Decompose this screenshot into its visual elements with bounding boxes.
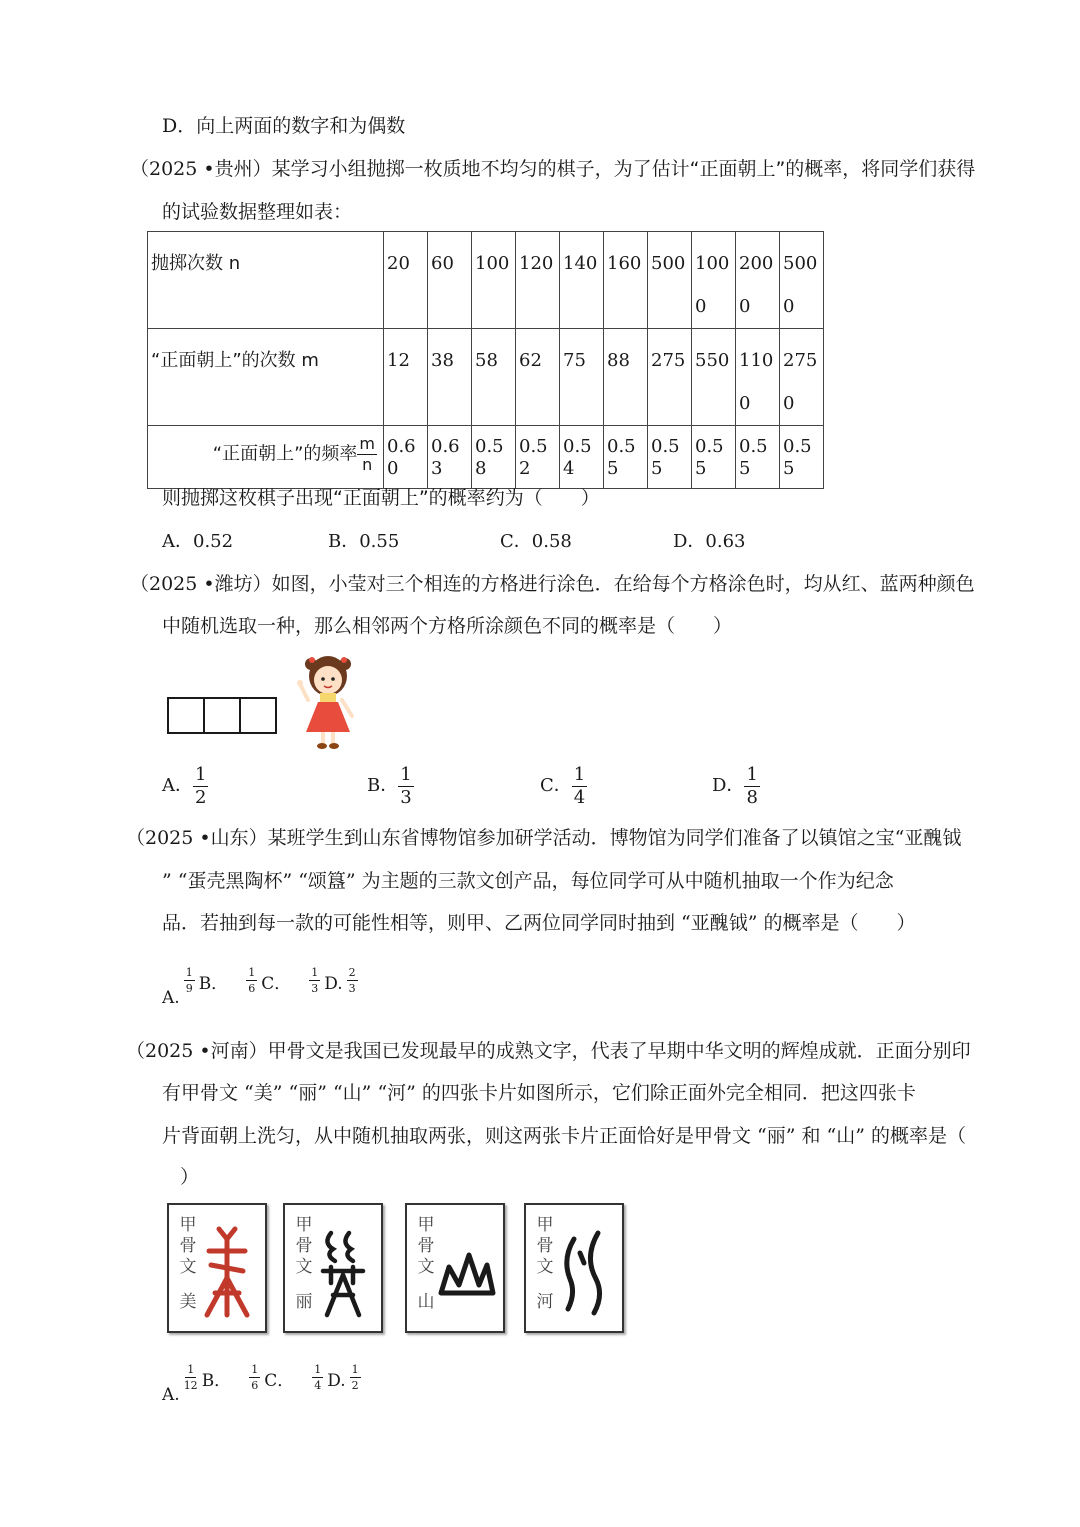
option-letter: C． bbox=[540, 775, 572, 796]
q3-options bbox=[162, 966, 358, 1008]
q4-option-a-letter: A. bbox=[162, 1385, 180, 1405]
q2-option-a bbox=[162, 766, 208, 807]
fraction-denominator: 3 bbox=[400, 787, 412, 808]
option-letter: D． bbox=[712, 775, 745, 796]
table-cell: 2750 bbox=[780, 329, 824, 426]
fraction-numerator: 2 bbox=[348, 966, 356, 979]
table-cell: 0.54 bbox=[560, 426, 604, 489]
fraction-denominator: 2 bbox=[351, 1379, 359, 1392]
card-label bbox=[416, 1215, 436, 1313]
table-cell: 140 bbox=[560, 232, 604, 329]
oracle-card-shan bbox=[405, 1203, 505, 1333]
table-cell: 275 bbox=[648, 329, 692, 426]
q2-stem-text1: 如图，小莹对三个相连的方格进行涂色．在给每个方格涂色时，均从红、蓝两种颜色 bbox=[271, 573, 975, 595]
q2-option-d bbox=[712, 766, 760, 807]
q4-option-b-letter: B． bbox=[201, 1371, 232, 1391]
table-cell: 38 bbox=[428, 329, 472, 426]
table-cell: 20 bbox=[384, 232, 428, 329]
q1-stem-line1 bbox=[130, 157, 975, 181]
square-box bbox=[167, 697, 205, 734]
card-name: 丽 bbox=[295, 1292, 313, 1312]
fraction-numerator: 1 bbox=[185, 966, 193, 979]
q1-option-c: C．0.58 bbox=[500, 531, 572, 552]
table-cell: 0.60 bbox=[384, 426, 428, 489]
q4-stem-line2: 有甲骨文 “美” “丽” “山” “河” 的四张卡片如图所示，它们除正面外完全相同．把这四张卡 bbox=[162, 1082, 916, 1104]
table-cell: 2000 bbox=[736, 232, 780, 329]
option-fraction bbox=[193, 766, 208, 807]
q2-stem-line2: 中随机选取一种，那么相邻两个方格所涂颜色不同的概率是（ ） bbox=[162, 615, 733, 637]
q3-source: （2025 •山东） bbox=[126, 827, 268, 849]
table-cell: 0.55 bbox=[648, 426, 692, 489]
table-cell: 1100 bbox=[736, 329, 780, 426]
q4-option-a-fraction bbox=[184, 1364, 198, 1391]
fraction-numerator: 1 bbox=[248, 966, 256, 979]
card-name: 山 bbox=[417, 1292, 435, 1312]
oracle-li-glyph bbox=[313, 1223, 373, 1319]
fraction-denominator: 3 bbox=[348, 982, 356, 995]
q4-stem-line3: 片背面朝上洗匀，从中随机抽取两张，则这两张卡片正面恰好是甲骨文 “丽” 和 “山” 的概率是（ bbox=[162, 1125, 967, 1147]
fraction-numerator: 1 bbox=[351, 1363, 359, 1376]
table-row-frequency bbox=[148, 426, 824, 489]
q1-stem-text1: 某学习小组抛掷一枚质地不均匀的棋子，为了估计“正面朝上”的概率，将同学们获得 bbox=[271, 158, 976, 180]
card-label-text: 甲骨文 bbox=[295, 1215, 313, 1277]
table-cell: 120 bbox=[516, 232, 560, 329]
frequency-fraction bbox=[357, 436, 377, 473]
table-cell: 100 bbox=[472, 232, 516, 329]
three-squares-figure bbox=[167, 697, 277, 734]
fraction-numerator: 1 bbox=[746, 764, 758, 785]
q3-stem-line2: ” “蛋壳黑陶杯” “颂簋” 为主题的三款文创产品，每位同学可从中随机抽取一个作为纪念 bbox=[162, 870, 894, 892]
card-name: 河 bbox=[536, 1292, 554, 1312]
square-box bbox=[203, 697, 241, 734]
card-label-text: 甲骨文 bbox=[179, 1215, 197, 1277]
table-cell: 88 bbox=[604, 329, 648, 426]
card-label-text: 甲骨文 bbox=[536, 1215, 554, 1277]
fraction-denominator: 12 bbox=[183, 1379, 198, 1392]
card-label bbox=[294, 1215, 314, 1313]
fraction-numerator: 1 bbox=[187, 1363, 195, 1376]
table-cell: 60 bbox=[428, 232, 472, 329]
oracle-shan-glyph bbox=[435, 1223, 497, 1319]
table-cell: 1000 bbox=[692, 232, 736, 329]
table-header-heads: “正面朝上”的次数 m bbox=[148, 329, 384, 426]
fraction-denominator: n bbox=[362, 455, 373, 474]
fraction-numerator: 1 bbox=[195, 764, 207, 785]
table-row-throws bbox=[148, 232, 824, 329]
card-label-text: 甲骨文 bbox=[417, 1215, 435, 1277]
option-fraction bbox=[572, 766, 587, 807]
oracle-he-glyph bbox=[554, 1223, 614, 1319]
table-cell: 0.63 bbox=[428, 426, 472, 489]
q0-option-d: D．向上两面的数字和为偶数 bbox=[162, 115, 406, 137]
q3-option-a-fraction bbox=[184, 967, 195, 994]
option-fraction bbox=[744, 766, 759, 807]
fraction-numerator: 1 bbox=[251, 1363, 259, 1376]
fraction-denominator: 9 bbox=[185, 982, 193, 995]
q1-question: 则抛掷这枚棋子出现“正面朝上”的概率约为（ ） bbox=[162, 487, 600, 509]
q3-stem-line3: 品．若抽到每一款的可能性相等，则甲、乙两位同学同时抽到 “亚醜钺” 的概率是（ ） bbox=[162, 912, 916, 934]
q4-stem-line1 bbox=[126, 1039, 971, 1063]
fraction-numerator: 1 bbox=[400, 764, 412, 785]
fraction-denominator: 3 bbox=[311, 982, 319, 995]
q3-stem-line1 bbox=[126, 826, 961, 850]
table-cell: 12 bbox=[384, 329, 428, 426]
q4-option-d-letter: D. bbox=[327, 1371, 346, 1391]
q4-option-b-fraction bbox=[249, 1364, 260, 1391]
q1-option-d: D．0.63 bbox=[673, 531, 746, 552]
fraction-numerator: m bbox=[359, 434, 375, 453]
q4-stem-line4: ） bbox=[180, 1166, 200, 1188]
table-cell: 0.58 bbox=[472, 426, 516, 489]
oracle-card-he bbox=[524, 1203, 624, 1333]
fraction-denominator: 6 bbox=[248, 982, 256, 995]
q2-stem-line1 bbox=[130, 572, 975, 596]
fraction-denominator: 4 bbox=[314, 1379, 322, 1392]
girl-illustration bbox=[290, 648, 362, 753]
q2-source: （2025 •潍坊） bbox=[130, 573, 272, 595]
table-cell: 75 bbox=[560, 329, 604, 426]
q3-option-d-fraction bbox=[347, 967, 358, 994]
card-name: 美 bbox=[179, 1292, 197, 1312]
option-letter: B． bbox=[367, 775, 399, 796]
option-fraction bbox=[398, 766, 413, 807]
table-cell: 62 bbox=[516, 329, 560, 426]
fraction-numerator: 1 bbox=[573, 764, 586, 785]
q1-stem-line2: 的试验数据整理如表： bbox=[162, 201, 353, 223]
q4-source: （2025 •河南） bbox=[126, 1040, 268, 1062]
q3-option-c-letter: C． bbox=[261, 974, 292, 994]
fraction-denominator: 2 bbox=[195, 787, 207, 808]
q3-stem-text1: 某班学生到山东省博物馆参加研学活动．博物馆为同学们准备了以镇馆之宝“亚醜钺 bbox=[267, 827, 962, 849]
q4-option-c-fraction bbox=[312, 1364, 323, 1391]
q3-option-c-fraction bbox=[309, 967, 320, 994]
square-box bbox=[239, 697, 277, 734]
table-cell: 0.52 bbox=[516, 426, 560, 489]
q2-option-b bbox=[367, 766, 414, 807]
q4-option-c-letter: C． bbox=[264, 1371, 295, 1391]
q4-option-d-fraction bbox=[350, 1364, 361, 1391]
q3-option-b-letter: B． bbox=[198, 974, 229, 994]
oracle-card-li bbox=[283, 1203, 383, 1333]
fraction-denominator: 8 bbox=[746, 787, 758, 808]
table-cell: 0.55 bbox=[604, 426, 648, 489]
q3-option-b-fraction bbox=[246, 967, 257, 994]
table-header-frequency bbox=[148, 426, 384, 489]
q2-option-c bbox=[540, 766, 587, 807]
table-cell: 5000 bbox=[780, 232, 824, 329]
oracle-card-mei bbox=[167, 1203, 267, 1333]
table-cell: 0.55 bbox=[736, 426, 780, 489]
q1-source: （2025 •贵州） bbox=[130, 158, 272, 180]
q1-option-b: B．0.55 bbox=[328, 531, 400, 552]
oracle-mei-glyph bbox=[197, 1223, 257, 1319]
fraction-denominator: 4 bbox=[573, 787, 586, 808]
table-cell: 500 bbox=[648, 232, 692, 329]
table-cell: 0.55 bbox=[780, 426, 824, 489]
table-header-throws: 抛掷次数 n bbox=[148, 232, 384, 329]
fraction-numerator: 1 bbox=[311, 966, 319, 979]
table-cell: 58 bbox=[472, 329, 516, 426]
q1-option-a: A．0.52 bbox=[162, 531, 234, 552]
table-cell: 160 bbox=[604, 232, 648, 329]
table-cell: 0.55 bbox=[692, 426, 736, 489]
frequency-label: “正面朝上”的频率 bbox=[212, 443, 358, 465]
option-letter: A． bbox=[162, 775, 193, 796]
table-cell: 550 bbox=[692, 329, 736, 426]
fraction-denominator: 6 bbox=[251, 1379, 259, 1392]
card-label bbox=[535, 1215, 555, 1313]
q4-options bbox=[162, 1363, 361, 1405]
table-row-heads bbox=[148, 329, 824, 426]
q3-option-a-letter: A. bbox=[162, 988, 180, 1008]
card-label bbox=[178, 1215, 198, 1313]
q3-option-d-letter: D. bbox=[324, 974, 343, 994]
q4-stem-text1: 甲骨文是我国已发现最早的成熟文字，代表了早期中华文明的辉煌成就．正面分别印 bbox=[267, 1040, 971, 1062]
q1-data-table bbox=[147, 231, 824, 489]
fraction-numerator: 1 bbox=[314, 1363, 322, 1376]
